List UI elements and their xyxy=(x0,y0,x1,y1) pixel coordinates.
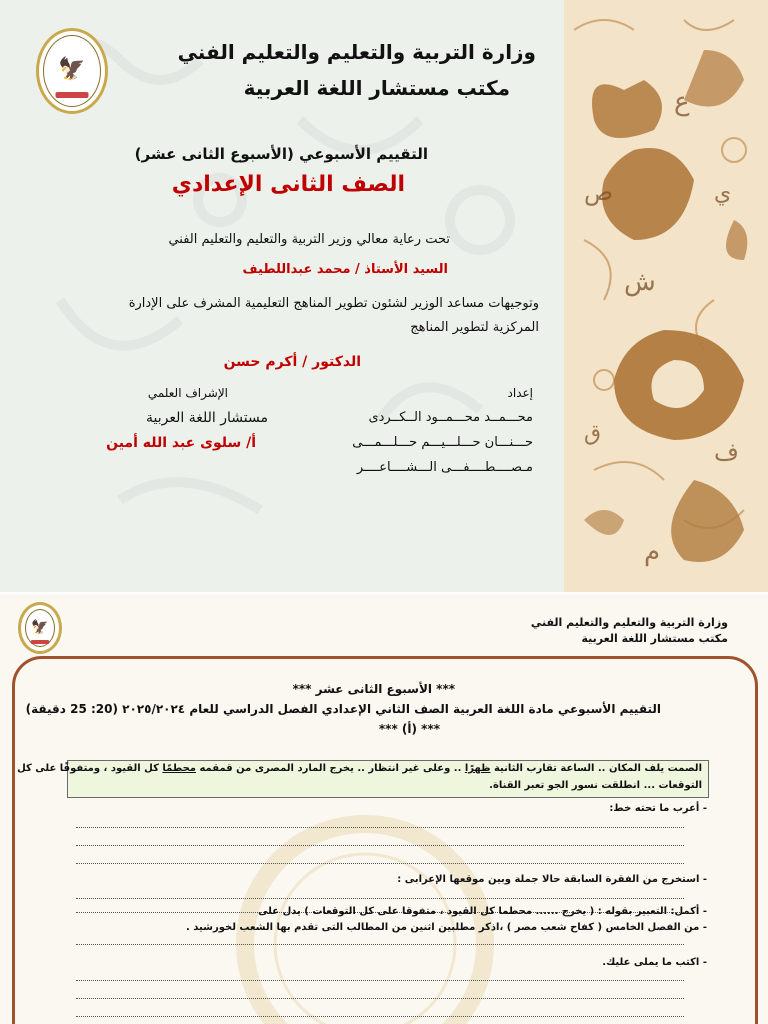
underlined-word: ظهرًا xyxy=(464,763,491,774)
arabic-letters-art xyxy=(564,0,768,592)
cover-patronage-text: تحت رعاية معالي وزير التربية والتعليم والتعليم الفني xyxy=(168,232,450,247)
page2-ministry-title: وزارة التربية والتعليم والتعليم الفني xyxy=(530,616,728,629)
author-name: محـــمــد محـــمــود الــكــردى xyxy=(368,410,533,425)
supervisor-name: أ/ سلوى عبد الله أمين xyxy=(106,435,256,451)
cover-directives-line2: المركزية لتطوير المناهج xyxy=(410,320,539,335)
cover-ministry-title: وزارة التربية والتعليم والتعليم الفني xyxy=(177,40,536,64)
question-3: - أكمل: التعبير بقوله : ( يخرج ...... محطما كل القيود ، متفوقا على كل التوقعات ) يدل على xyxy=(258,906,707,917)
page2-office-title: مكتب مستشار اللغة العربية xyxy=(581,632,728,645)
author-name: حـــنـــان حـــلـــيـــم حـــلـــمـــى xyxy=(352,435,533,450)
cover-assessment-title: التقييم الأسبوعي (الأسبوع الثانى عشر) xyxy=(134,145,428,163)
question-2: - استخرج من الفقرة السابقة حالا جملة وبين موقعها الإعرابى : xyxy=(397,874,707,885)
preparation-heading: إعداد xyxy=(507,386,533,400)
cover-minister-name: السيد الأستاذ / محمد عبداللطيف xyxy=(242,262,448,277)
question-1: - أعرب ما تحته خط: xyxy=(609,803,707,814)
reading-passage-box xyxy=(17,760,709,798)
cover-grade-title: الصف الثانى الإعدادي xyxy=(171,172,405,197)
svg-text:ص: ص xyxy=(584,178,614,206)
eagle-emblem-icon: 🦅 xyxy=(58,56,86,82)
answer-line xyxy=(76,944,684,945)
svg-text:ف: ف xyxy=(714,438,739,466)
logo-flag-band xyxy=(31,640,50,644)
ministry-logo-small xyxy=(18,602,62,654)
question-4: - من الفصل الخامس ( كفاح شعب مصر ) ،اذكر مطلبين اثنين من المطالب التى تقدم بها الشعب لخورشيد . xyxy=(185,922,707,933)
assessment-page xyxy=(0,594,768,1024)
supervision-role: مستشار اللغة العربية xyxy=(146,410,268,426)
answer-line xyxy=(76,980,684,981)
answer-line xyxy=(76,898,684,899)
passage-line-1 xyxy=(17,763,702,774)
passage-text: كل القيود ، ومتفوقًا على كل xyxy=(17,763,163,774)
section-label: *** (أ) *** xyxy=(378,722,440,736)
eagle-emblem-icon: 🦅 xyxy=(31,619,49,636)
logo-flag-band xyxy=(56,92,89,98)
underlined-word: محطمًا xyxy=(162,763,196,774)
calligraphy-art-panel xyxy=(564,0,768,592)
svg-text:ع: ع xyxy=(674,87,690,117)
assessment-title: التقييم الأسبوعي مادة اللغة العربية الصف الثاني الإعدادي الفصل الدراسي للعام ٢٠٢٥/٢٠٢٤ (20: 25 دقيقة) xyxy=(25,702,661,716)
passage-line-2: التوقعات ... انطلقت نسور الجو تعبر القناة. xyxy=(489,780,702,791)
svg-text:م: م xyxy=(644,537,661,567)
svg-text:ش: ش xyxy=(624,267,656,297)
week-header: *** الأسبوع الثانى عشر *** xyxy=(292,682,455,696)
supervision-heading: الإشراف العلمي xyxy=(147,386,228,400)
answer-line xyxy=(76,1016,684,1017)
author-name: مـصــــطــــفـــى الـــشــــاعــــر xyxy=(356,460,533,475)
answer-line xyxy=(76,845,684,846)
svg-text:ي: ي xyxy=(714,181,732,206)
answer-line xyxy=(76,827,684,828)
question-5: - اكتب ما يملى عليك. xyxy=(602,957,707,968)
passage-text: الصمت يلف المكان .. الساعة تقارب الثانية xyxy=(490,763,702,774)
passage-text: .. وعلى غير انتظار .. يخرج المارد المصرى من قمقمه xyxy=(196,763,465,774)
answer-line xyxy=(76,998,684,999)
ministry-logo xyxy=(36,28,108,114)
answer-line xyxy=(76,863,684,864)
cover-office-title: مكتب مستشار اللغة العربية xyxy=(243,76,510,100)
cover-directives-line1: وتوجيهات مساعد الوزير لشئون تطوير المناهج التعليمية المشرف على الإدارة xyxy=(128,296,539,311)
svg-text:ق: ق xyxy=(584,421,602,446)
cover-doctor-name: الدكتور / أكرم حسن xyxy=(223,354,361,370)
